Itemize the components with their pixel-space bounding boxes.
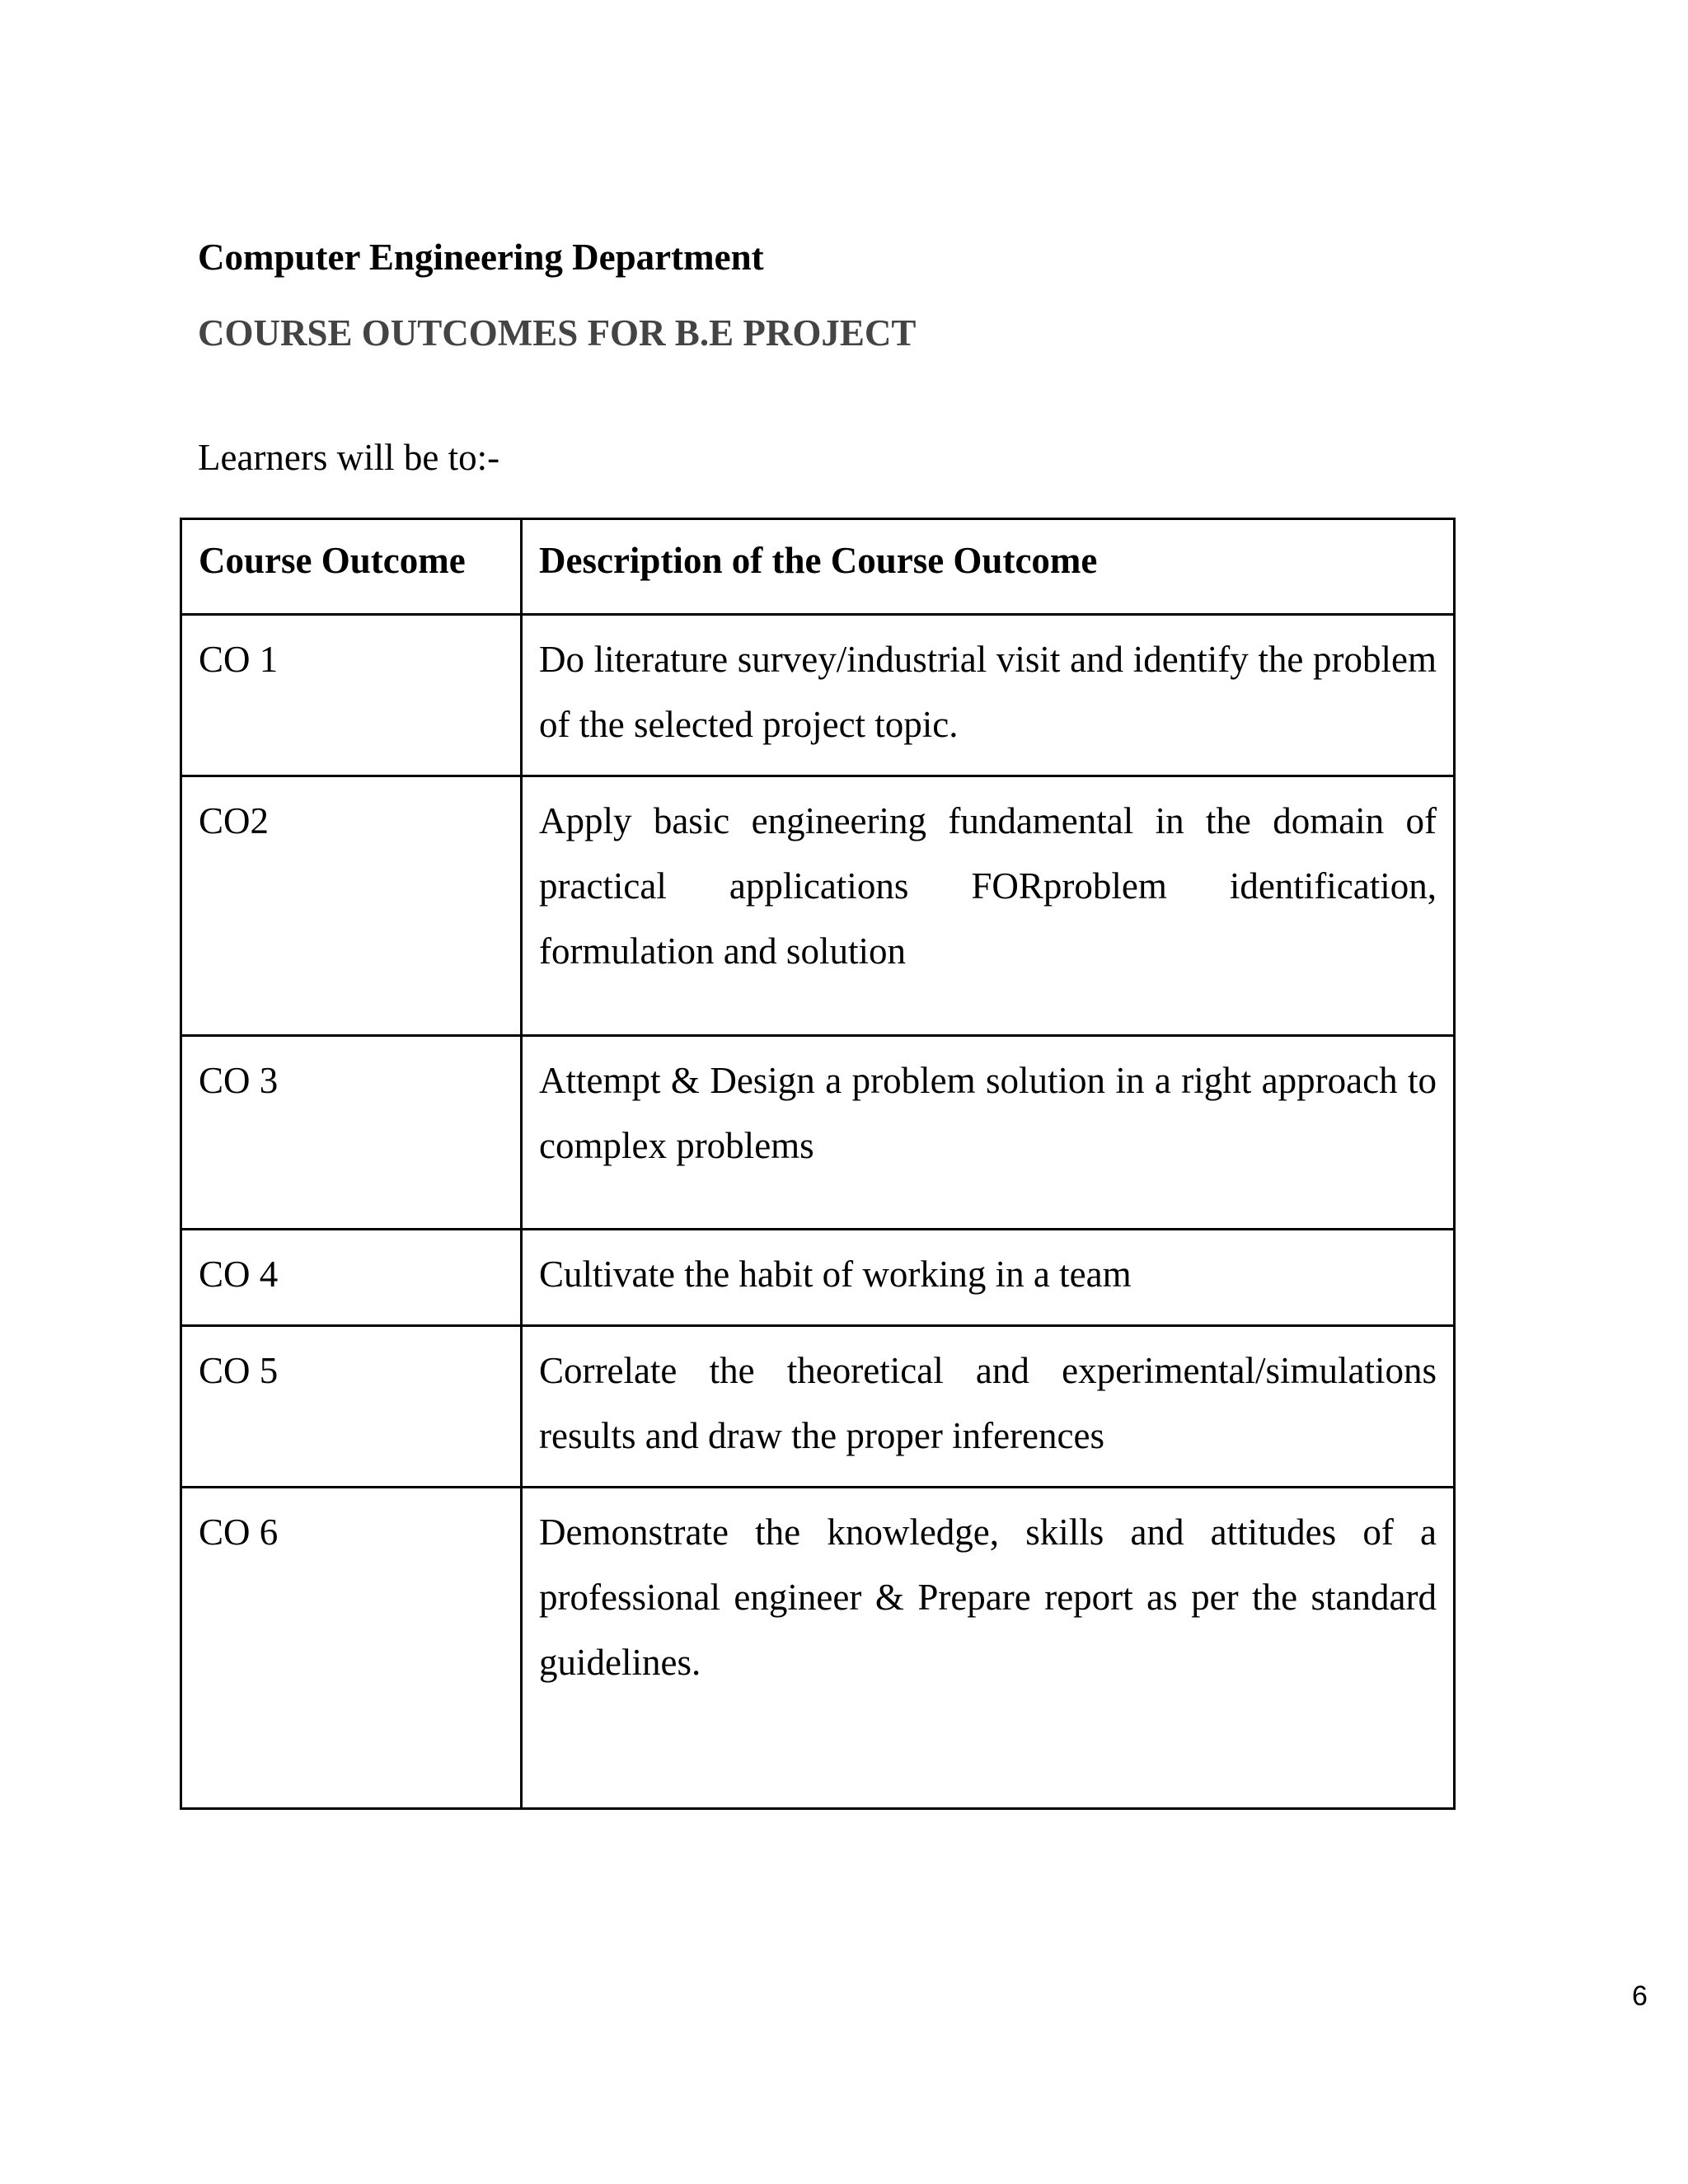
column-header-course-outcome: Course Outcome [181, 519, 522, 615]
co-id-cell: CO 5 [181, 1326, 522, 1488]
department-heading: Computer Engineering Department [198, 237, 764, 278]
table-row [181, 1488, 1455, 1809]
intro-text: Learners will be to:- [198, 437, 500, 478]
co-id-cell: CO 4 [181, 1230, 522, 1326]
co-id-cell: CO2 [181, 776, 522, 1036]
co-description-cell: Apply basic engineering fundamental in the domain of practical applications FORproblem identification, formulation and solution [522, 776, 1455, 1036]
co-description-cell: Do literature survey/industrial visit and identify the problem of the selected project topic. [522, 615, 1455, 776]
co-id-cell: CO 1 [181, 615, 522, 776]
table-row [181, 615, 1455, 776]
table-row [181, 1326, 1455, 1488]
table-row [181, 776, 1455, 1036]
co-description-cell: Cultivate the habit of working in a team [522, 1230, 1455, 1326]
table-row [181, 1036, 1455, 1230]
co-id-cell: CO 6 [181, 1488, 522, 1809]
table-header-row [181, 519, 1455, 615]
course-outcomes-table [180, 518, 1456, 1810]
table-row [181, 1230, 1455, 1326]
co-description-cell: Attempt & Design a problem solution in a right approach to complex problems [522, 1036, 1455, 1230]
co-description-cell: Demonstrate the knowledge, skills and attitudes of a professional engineer & Prepare report as per the standard guidelines. [522, 1488, 1455, 1809]
page-number: 6 [1632, 1980, 1648, 2012]
page-title: COURSE OUTCOMES FOR B.E PROJECT [198, 312, 917, 354]
co-description-cell: Correlate the theoretical and experimental/simulations results and draw the proper inferences [522, 1326, 1455, 1488]
co-id-cell: CO 3 [181, 1036, 522, 1230]
column-header-description: Description of the Course Outcome [522, 519, 1455, 615]
